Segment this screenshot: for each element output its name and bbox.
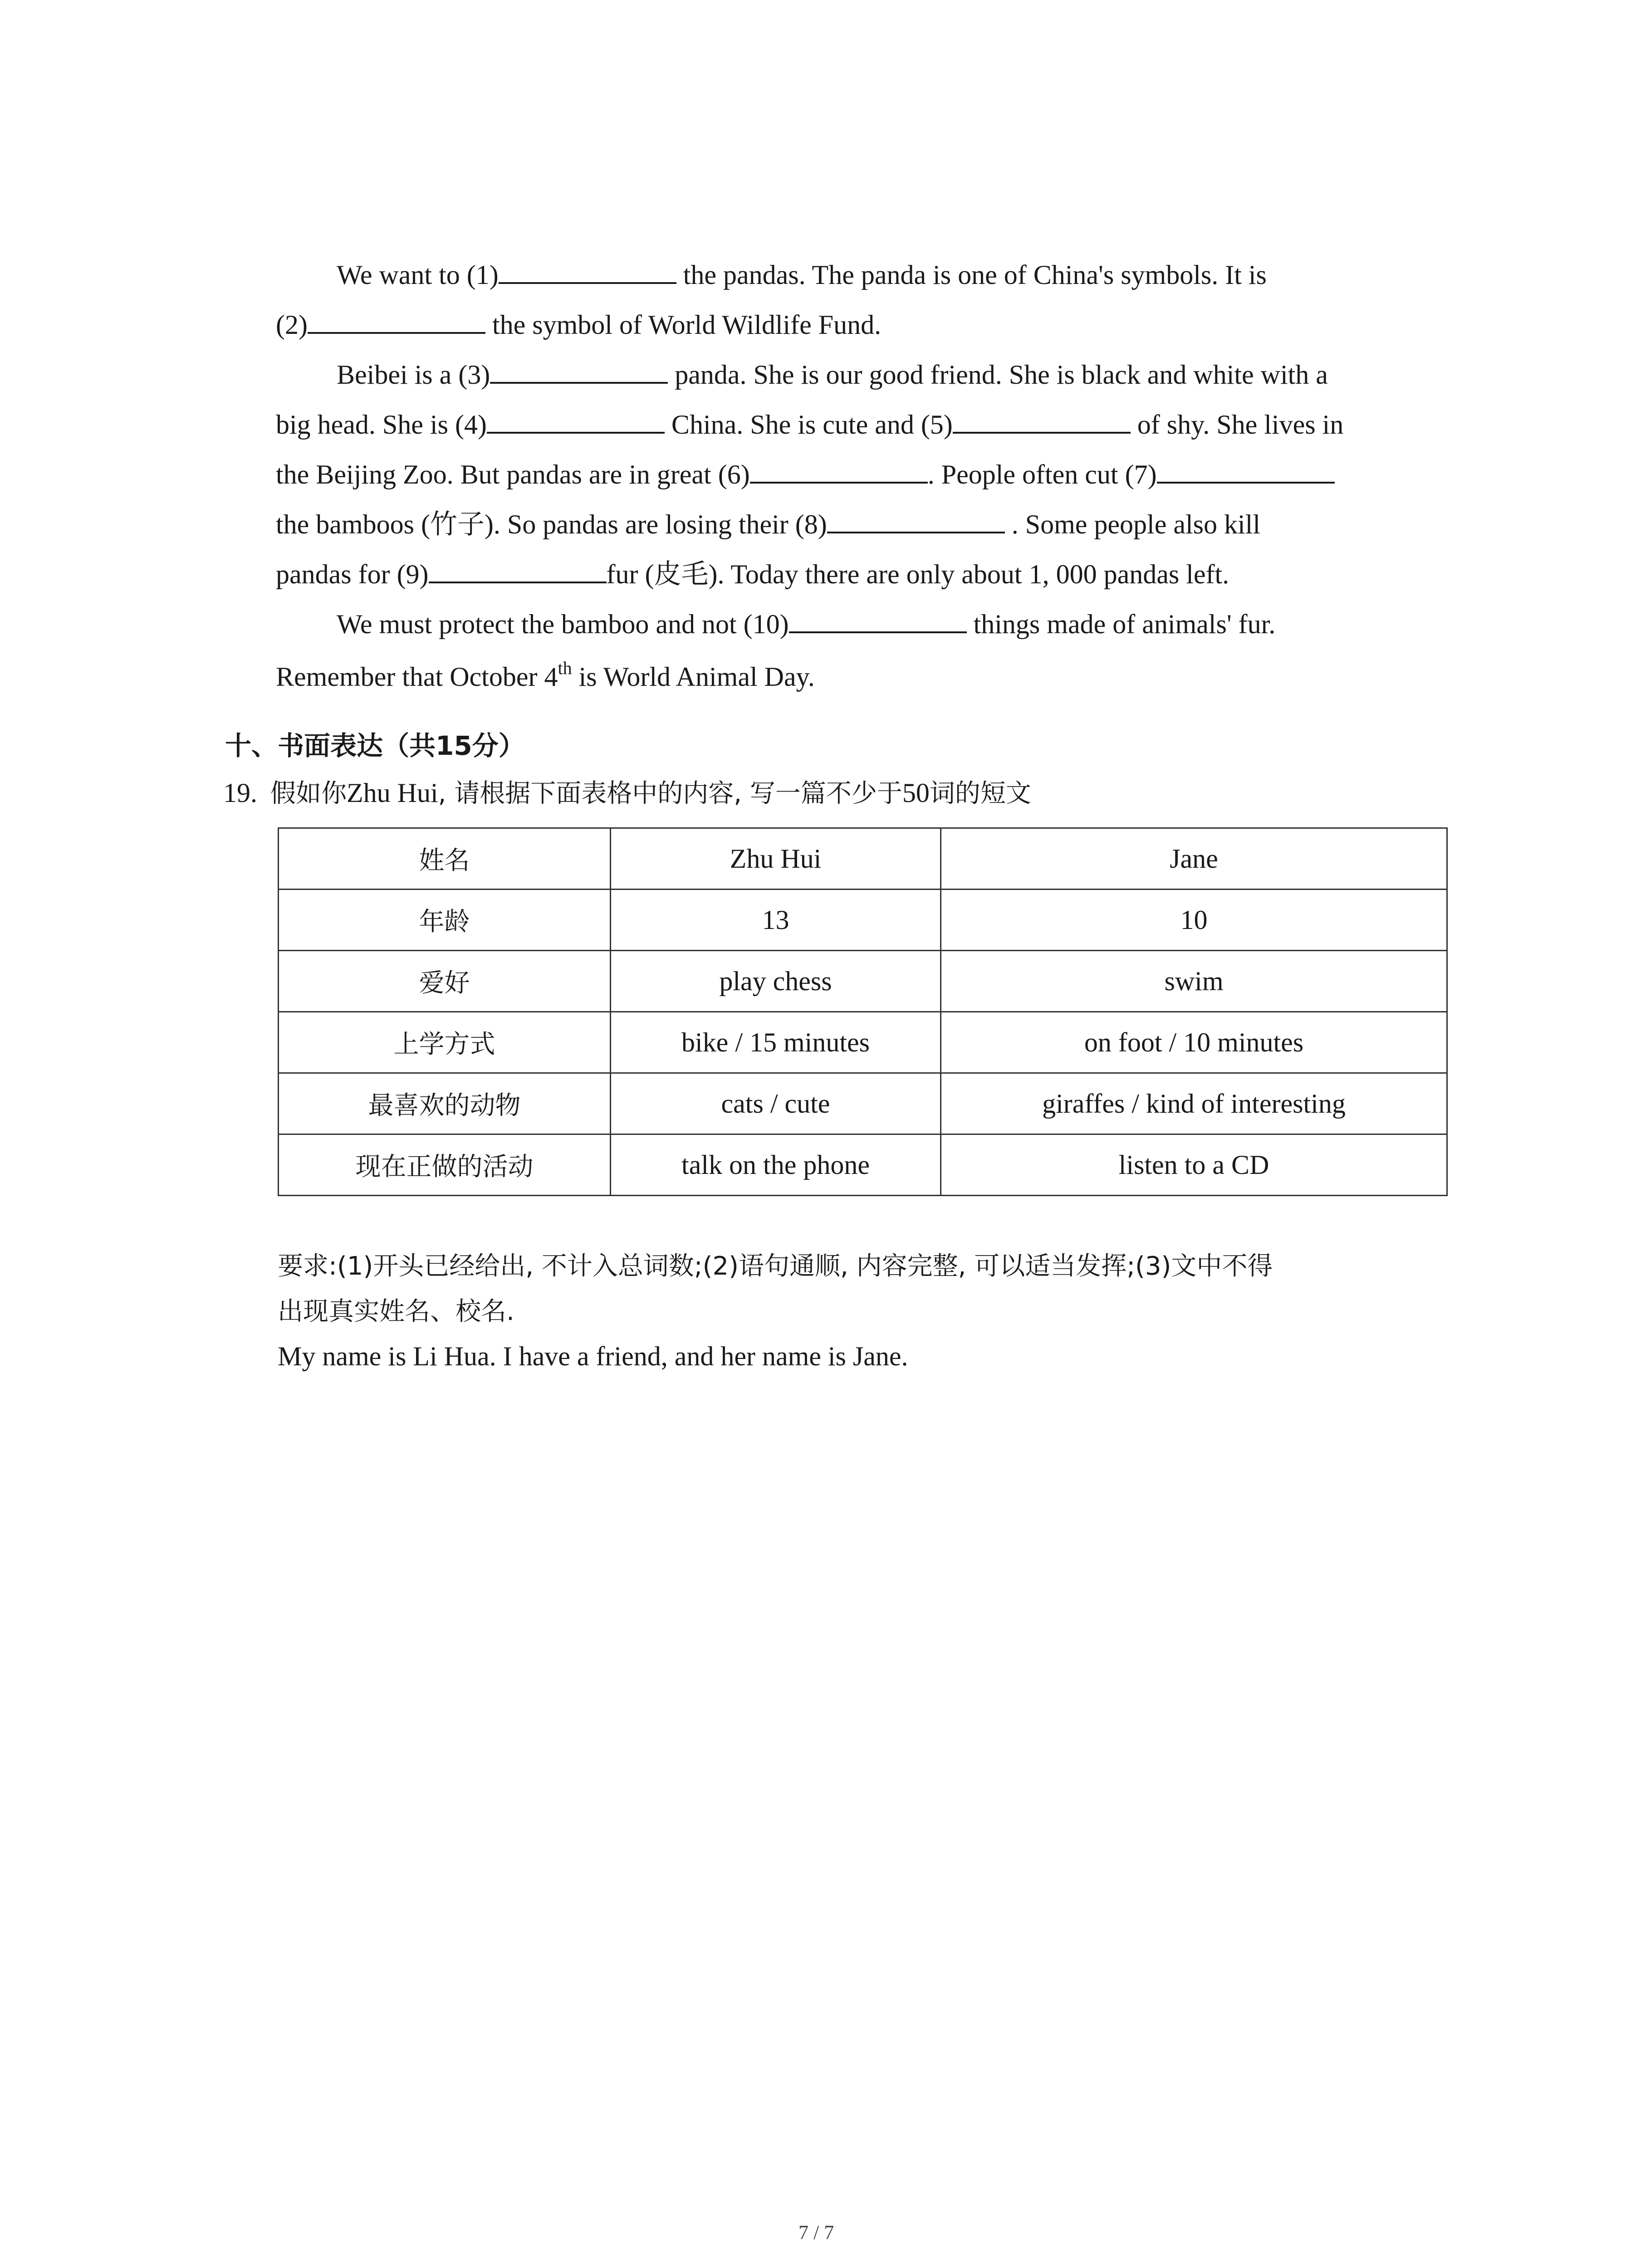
passage-text: . People often cut (7) — [927, 459, 1157, 489]
passage-text: Remember that October 4 — [276, 662, 558, 692]
passage-text: things made of animals' fur. — [966, 609, 1276, 639]
blank-3[interactable] — [490, 357, 668, 384]
blank-7[interactable] — [1157, 456, 1335, 484]
passage-text: We want to (1) — [337, 260, 499, 290]
table-cell: bike / 15 minutes — [611, 1012, 941, 1073]
passage-line-5 — [276, 456, 1335, 493]
blank-5[interactable] — [953, 406, 1131, 434]
passage-line-3 — [337, 357, 1328, 393]
passage-line-6 — [276, 506, 1260, 543]
table-cell: 10 — [941, 890, 1447, 951]
passage-text: fur (皮毛). Today there are only about 1, 000 pandas left. — [606, 559, 1230, 589]
passage-text: . Some people also kill — [1004, 509, 1261, 539]
passage-text: panda. She is our good friend. She is black and white with a — [668, 360, 1328, 390]
table-cell: 姓名 — [279, 828, 611, 890]
passage-line-7 — [276, 556, 1229, 592]
table-cell: 最喜欢的动物 — [279, 1073, 611, 1134]
table-row — [279, 1134, 1447, 1196]
blank-1[interactable] — [499, 257, 676, 284]
passage-text: the Beijing Zoo. But pandas are in great (6) — [276, 459, 750, 489]
passage-text: is World Animal Day. — [572, 662, 815, 692]
requirements-line-1: 要求:(1)开头已经给出, 不计入总词数;(2)语句通顺, 内容完整, 可以适当发挥;(3)文中不得 — [278, 1251, 1273, 1281]
blank-2[interactable] — [308, 307, 485, 334]
table-cell: 爱好 — [279, 951, 611, 1012]
passage-text: the pandas. The panda is one of China's symbols. It is — [676, 260, 1267, 290]
blank-9[interactable] — [429, 556, 607, 583]
question-text: 词的短文 — [929, 779, 1031, 808]
table-cell: 上学方式 — [279, 1012, 611, 1073]
table-cell: Jane — [941, 828, 1447, 890]
passage-text: of shy. She lives in — [1130, 410, 1344, 440]
passage-text: the symbol of World Wildlife Fund. — [485, 310, 882, 340]
table-row — [279, 890, 1447, 951]
passage-line-2 — [276, 307, 881, 343]
section-heading: 十、书面表达（共15分） — [225, 730, 525, 761]
passage-text: We must protect the bamboo and not (10) — [337, 609, 789, 639]
table-cell: 13 — [611, 890, 941, 951]
question-text: Zhu Hui — [347, 778, 438, 808]
passage-text: China. She is cute and (5) — [664, 410, 953, 440]
table-cell: swim — [941, 951, 1447, 1012]
question-number: 19. — [223, 778, 257, 808]
question-text: 假如你 — [270, 779, 347, 808]
passage-line-8 — [337, 606, 1275, 642]
passage-line-9 — [276, 659, 815, 695]
table-cell: cats / cute — [611, 1073, 941, 1134]
table-row — [279, 951, 1447, 1012]
question-text: , 请根据下面表格中的内容, 写一篇不少于 — [438, 779, 902, 808]
table-cell: listen to a CD — [941, 1134, 1447, 1196]
blank-6[interactable] — [750, 456, 928, 484]
opening-sentence: My name is Li Hua. I have a friend, and her name is Jane. — [278, 1341, 908, 1371]
table-row — [279, 1073, 1447, 1134]
requirements-line-2: 出现真实姓名、校名. — [278, 1297, 514, 1326]
table-cell: 年龄 — [279, 890, 611, 951]
page-number: 7 / 7 — [798, 2221, 834, 2244]
table-row — [279, 1012, 1447, 1073]
passage-text: Beibei is a (3) — [337, 360, 490, 390]
blank-10[interactable] — [789, 606, 967, 633]
passage-text: pandas for (9) — [276, 559, 429, 589]
passage-line-4 — [276, 406, 1343, 443]
table-cell: on foot / 10 minutes — [941, 1012, 1447, 1073]
table-cell: 现在正做的活动 — [279, 1134, 611, 1196]
passage-text: the bamboos (竹子). So pandas are losing their (8) — [276, 509, 827, 539]
question-19 — [223, 775, 1031, 812]
blank-4[interactable] — [487, 406, 665, 434]
table-cell: Zhu Hui — [611, 828, 941, 890]
table-header-row — [279, 828, 1447, 890]
table-cell: play chess — [611, 951, 941, 1012]
info-table — [278, 827, 1448, 1196]
question-text: 50 — [902, 778, 930, 808]
ordinal-superscript: th — [558, 658, 572, 678]
table-cell: giraffes / kind of interesting — [941, 1073, 1447, 1134]
passage-line-1 — [337, 257, 1267, 293]
table-cell: talk on the phone — [611, 1134, 941, 1196]
passage-text: big head. She is (4) — [276, 410, 487, 440]
blank-8[interactable] — [827, 506, 1005, 533]
passage-text: (2) — [276, 310, 308, 340]
